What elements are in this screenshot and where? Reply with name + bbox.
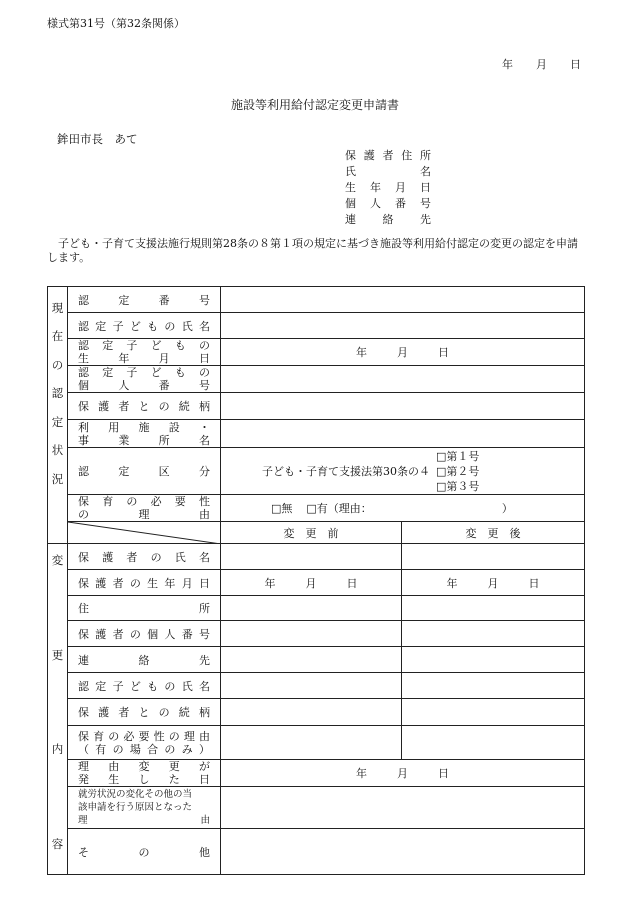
cause-line-1: 就労状況の変化その他の当 [78, 789, 193, 800]
label-char: 育 [102, 495, 114, 508]
applicant-label-char: 氏 [345, 165, 356, 178]
label-text [78, 495, 210, 508]
date-year: 年 [502, 58, 513, 71]
label-text [78, 366, 210, 379]
label-char: 年 [118, 352, 130, 365]
before-address[interactable] [221, 596, 402, 621]
label-char: の [198, 366, 210, 379]
label-char: の [164, 319, 176, 333]
label-char: た [168, 773, 180, 786]
label-text [78, 508, 210, 521]
label-char: 年 [164, 576, 176, 590]
applicant-label-char: 者 [382, 149, 394, 162]
side-label-char: 認 [51, 386, 64, 400]
change-date-year: 年 [356, 767, 367, 780]
label-char: も [147, 679, 159, 693]
change-date-month: 月 [397, 767, 408, 780]
label-char: 護 [95, 576, 107, 590]
label-char: 生 [108, 773, 120, 786]
after-guardian-name[interactable] [402, 544, 585, 570]
applicant-address-label [345, 148, 431, 164]
label-text [78, 575, 210, 591]
label-char: 名 [198, 679, 210, 693]
label-text [78, 352, 210, 365]
label-char: の [126, 495, 138, 508]
label-char: 育 [93, 729, 105, 743]
before-guardian-dob[interactable] [221, 570, 402, 596]
applicant-label-char: 保 [345, 149, 356, 162]
applicant-label-char: 護 [363, 149, 375, 162]
label-char: 認 [78, 679, 89, 693]
label-char: 柄 [198, 706, 210, 719]
input-child-id[interactable] [221, 366, 585, 393]
label-char: 定 [118, 293, 130, 307]
application-date [502, 56, 581, 72]
label-char: 番 [158, 379, 170, 392]
label-char: 氏 [181, 319, 193, 333]
label-char: の [164, 679, 176, 693]
label-char: 先 [199, 653, 210, 667]
label-child-name [68, 313, 221, 339]
label-char: 性 [198, 495, 210, 508]
label-char: 変 [138, 760, 150, 773]
before-guardian-id[interactable] [221, 621, 402, 647]
label-guardian-name [68, 544, 221, 570]
label-text [78, 549, 210, 565]
after-guardian-id[interactable] [402, 621, 585, 647]
label-char: 絡 [138, 653, 150, 667]
child-dob-month: 月 [397, 346, 408, 359]
label-char: 由 [199, 508, 210, 521]
label-char: 号 [198, 379, 210, 392]
label-char: 施 [138, 420, 150, 434]
applicant-id-label [345, 196, 431, 212]
input-other[interactable] [221, 829, 585, 875]
input-relation[interactable] [221, 393, 585, 420]
change-content-side-label [48, 544, 68, 875]
label-char: 護 [98, 706, 110, 719]
side-label-char: の [51, 357, 64, 372]
label-char: 定 [102, 366, 114, 379]
label-char: 定 [102, 339, 114, 352]
label-char: 保 [78, 495, 89, 508]
label-char: 人 [118, 379, 130, 392]
label-text [78, 398, 210, 414]
label-char: 理 [183, 729, 195, 743]
applicant-label-char: 連 [345, 213, 356, 226]
label-relation [68, 393, 221, 420]
label-char: み [181, 742, 193, 756]
label-char: 理 [78, 760, 89, 773]
label-char: （ [78, 742, 89, 756]
category-option-2[interactable]: □第２号 [436, 464, 480, 478]
child-dob-day: 日 [438, 346, 449, 359]
label-necessity [68, 495, 221, 522]
label-child-id [68, 366, 221, 393]
after-dob-year: 年 [446, 576, 458, 590]
label-char: 日 [199, 773, 210, 786]
before-contact[interactable] [221, 647, 402, 673]
diagonal-line [68, 522, 221, 544]
applicant-dob-label [345, 180, 431, 196]
label-char: 日 [198, 576, 210, 590]
label-char: ） [198, 742, 210, 756]
label-char: 月 [158, 352, 170, 365]
input-facility[interactable] [221, 420, 585, 448]
label-char: 理 [78, 815, 88, 826]
side-label-char: 更 [51, 647, 64, 662]
label-cause [68, 787, 221, 829]
label-char: 名 [198, 550, 210, 564]
label-char: 発 [78, 773, 89, 786]
label-char: 他 [199, 845, 210, 859]
applicant-label-char: 人 [370, 197, 381, 210]
label-char: の [150, 550, 162, 564]
label-char: 業 [118, 433, 130, 447]
applicant-label-char: 絡 [382, 213, 394, 226]
label-char: 認 [78, 465, 89, 478]
applicant-block [345, 148, 431, 228]
change-header-diagonal [68, 522, 221, 544]
label-char: 号 [198, 627, 210, 641]
label-char: が [199, 760, 210, 773]
after-address[interactable] [402, 596, 585, 621]
applicant-label-char: 生 [345, 181, 356, 194]
label-char: 認 [78, 339, 89, 352]
label-facility [68, 420, 221, 448]
before-dob-day: 日 [346, 576, 358, 590]
before-relation[interactable] [221, 699, 402, 726]
label-char: 番 [158, 293, 170, 307]
applicant-label-char: 年 [370, 181, 381, 194]
before-dob-month: 月 [305, 576, 317, 590]
header-before [221, 522, 402, 544]
label-char: 氏 [174, 550, 186, 564]
label-change-date [68, 760, 221, 787]
label-char: 子 [126, 339, 138, 352]
category-cell [221, 448, 585, 495]
label-char: 事 [78, 433, 89, 447]
label-change-necessity [68, 726, 221, 760]
current-status-side-label [48, 287, 68, 544]
label-char: ど [150, 339, 162, 352]
form-number: 様式第31号（第32条関係） [47, 17, 185, 30]
applicant-label-char: 所 [420, 149, 431, 162]
side-label-char: 現 [51, 300, 64, 315]
addressee: 鉾田市長 あて [57, 132, 138, 146]
label-child-dob [68, 339, 221, 366]
label-char: 用 [108, 420, 120, 434]
necessity-none-checkbox[interactable]: □無 [271, 502, 293, 515]
applicant-label-char: 名 [420, 165, 431, 178]
side-label-char: 容 [51, 836, 64, 851]
category-option-3[interactable]: □第３号 [436, 479, 480, 493]
side-label-char: 状 [51, 443, 64, 457]
label-char: 月 [181, 576, 193, 590]
label-char: 必 [150, 495, 162, 508]
label-text [78, 339, 210, 352]
label-char: 認 [78, 293, 89, 307]
label-char: 保 [78, 400, 89, 413]
input-cert-number[interactable] [221, 287, 585, 313]
side-label-char: 定 [51, 414, 64, 429]
label-char: の [164, 742, 176, 756]
label-char: 護 [95, 627, 107, 641]
label-char: も [147, 319, 159, 333]
label-char: 続 [178, 706, 190, 719]
label-char: の [129, 576, 141, 590]
label-text [78, 773, 210, 786]
input-child-dob[interactable] [221, 339, 585, 366]
applicant-contact-label [345, 212, 431, 228]
side-label-char: 在 [51, 329, 64, 343]
side-label-char: 内 [51, 742, 64, 757]
label-text [78, 463, 210, 479]
child-dob-year: 年 [356, 346, 367, 359]
label-char: 続 [178, 400, 190, 413]
label-char: 護 [98, 400, 110, 413]
label-char: 柄 [198, 400, 210, 413]
label-char: 保 [78, 706, 89, 719]
label-char: 保 [78, 729, 89, 743]
label-char: 定 [95, 319, 107, 333]
necessity-close-paren: ） [501, 502, 513, 515]
label-char: 人 [164, 627, 176, 641]
label-cert-number [68, 287, 221, 313]
label-char: の [168, 729, 180, 743]
label-char: 認 [78, 366, 89, 379]
label-char: ど [150, 366, 162, 379]
label-char: 更 [168, 760, 180, 773]
application-form-table [47, 286, 585, 875]
before-child-name[interactable] [221, 673, 402, 699]
applicant-name-label [345, 164, 431, 180]
label-char: 保 [78, 627, 89, 641]
label-text [78, 678, 210, 694]
label-char: 子 [112, 319, 124, 333]
label-text [78, 292, 210, 308]
label-text [78, 652, 210, 668]
after-necessity[interactable] [402, 726, 585, 760]
applicant-label-char: 先 [420, 213, 431, 226]
applicant-label-char: 日 [420, 181, 431, 194]
label-guardian-dob [68, 570, 221, 596]
label-char: の [198, 339, 210, 352]
label-char: 保 [78, 576, 89, 590]
after-guardian-dob[interactable] [402, 570, 585, 596]
label-text [78, 760, 210, 773]
label-char: 子 [126, 366, 138, 379]
after-relation[interactable] [402, 699, 585, 726]
label-char: 所 [158, 433, 170, 447]
applicant-label-char: 月 [395, 181, 406, 194]
header-after-label: 変 更 後 [465, 526, 521, 540]
label-char: の [158, 400, 170, 413]
label-char: そ [78, 845, 89, 859]
applicant-label-char: 番 [395, 197, 406, 210]
label-char: の [138, 845, 150, 859]
label-char: 所 [199, 602, 210, 615]
label-text [78, 421, 210, 434]
side-label-char: 変 [51, 553, 64, 567]
label-char: 者 [112, 576, 124, 590]
label-char: 必 [123, 729, 135, 743]
applicant-label-char: 個 [345, 197, 356, 210]
label-char: 分 [198, 465, 210, 478]
label-char: も [174, 339, 186, 352]
label-change-child-name [68, 673, 221, 699]
label-char: 有 [95, 742, 107, 756]
label-char: 定 [118, 465, 130, 478]
label-text [78, 704, 210, 720]
label-text [78, 743, 210, 756]
label-char: 名 [198, 433, 210, 447]
label-text [78, 434, 210, 447]
label-char: 個 [147, 627, 159, 641]
label-char: 利 [78, 420, 89, 434]
label-char: 理 [138, 508, 150, 521]
label-text [78, 626, 210, 642]
necessity-yes-checkbox[interactable]: □有（理由： [306, 502, 372, 515]
label-char: 設 [168, 420, 180, 434]
label-char: 由 [200, 815, 210, 826]
label-text [78, 379, 210, 392]
label-char: 性 [153, 729, 165, 743]
label-char: 要 [138, 729, 150, 743]
label-char: 氏 [181, 679, 193, 693]
label-char: 者 [118, 400, 130, 413]
label-char: 認 [78, 319, 89, 333]
label-char: の [78, 508, 89, 521]
header-before-label: 変 更 前 [283, 526, 339, 540]
after-dob-day: 日 [528, 576, 540, 590]
label-text [78, 600, 210, 616]
date-day: 日 [570, 58, 581, 71]
label-char: 場 [129, 742, 141, 756]
label-char: ・ [199, 420, 210, 434]
label-char: ど [129, 679, 141, 693]
label-char: の [158, 706, 170, 719]
label-char: 定 [95, 679, 107, 693]
label-char: も [174, 366, 186, 379]
date-month: 月 [536, 58, 547, 71]
before-guardian-name[interactable] [221, 544, 402, 570]
cause-line-2: 該申請を行う原因となった [78, 802, 193, 813]
label-category [68, 448, 221, 495]
label-text [78, 844, 210, 860]
label-char: 合 [147, 742, 159, 756]
document-title: 施設等利用給付認定変更申請書 [230, 98, 399, 112]
label-char: 連 [78, 653, 89, 667]
change-date-day: 日 [438, 767, 449, 780]
necessity-cell [221, 495, 585, 522]
header-after [402, 522, 585, 544]
input-cause[interactable] [221, 787, 585, 829]
label-char: 区 [158, 465, 170, 478]
label-char: ど [129, 319, 141, 333]
label-char: 者 [126, 550, 138, 564]
label-text [78, 730, 210, 743]
label-char: の [129, 627, 141, 641]
label-char: 住 [78, 602, 89, 615]
label-char: と [138, 400, 150, 413]
label-char: 個 [78, 379, 89, 392]
input-change-date[interactable] [221, 760, 585, 787]
label-char: 者 [118, 706, 130, 719]
applicant-label-char: 号 [420, 197, 431, 210]
label-char: 者 [112, 627, 124, 641]
applicant-label-char: 住 [401, 149, 413, 162]
label-char: 護 [102, 550, 114, 564]
category-law-text: 子ども・子育て支援法第30条の４ [262, 465, 430, 478]
label-char: の [112, 742, 124, 756]
label-char: 由 [199, 729, 210, 743]
label-char: 名 [198, 319, 210, 333]
intro-text: 子ども・子育て支援法施行規則第28条の８第１項の規定に基づき施設等利用給付認定の変更の認定を申請します。 [47, 237, 578, 264]
label-char: し [138, 773, 150, 786]
label-guardian-id [68, 621, 221, 647]
label-char: 生 [78, 352, 89, 365]
side-label-char: 況 [51, 471, 64, 486]
label-char: と [138, 706, 150, 719]
before-necessity[interactable] [221, 726, 402, 760]
label-char: 生 [147, 576, 159, 590]
input-child-name[interactable] [221, 313, 585, 339]
label-char: 要 [174, 495, 186, 508]
label-char: 番 [181, 627, 193, 641]
after-dob-month: 月 [487, 576, 499, 590]
label-change-relation [68, 699, 221, 726]
label-other [68, 829, 221, 875]
label-char: 保 [78, 550, 89, 564]
label-char: 由 [108, 760, 120, 773]
label-char: 子 [112, 679, 124, 693]
after-contact[interactable] [402, 647, 585, 673]
label-text [78, 814, 210, 827]
label-char: の [108, 729, 120, 743]
label-contact [68, 647, 221, 673]
category-option-1[interactable]: □第１号 [436, 449, 480, 463]
label-address [68, 596, 221, 621]
before-dob-year: 年 [264, 576, 276, 590]
label-text [78, 318, 210, 334]
label-char: 日 [198, 352, 210, 365]
after-child-name[interactable] [402, 673, 585, 699]
label-char: 号 [198, 293, 210, 307]
